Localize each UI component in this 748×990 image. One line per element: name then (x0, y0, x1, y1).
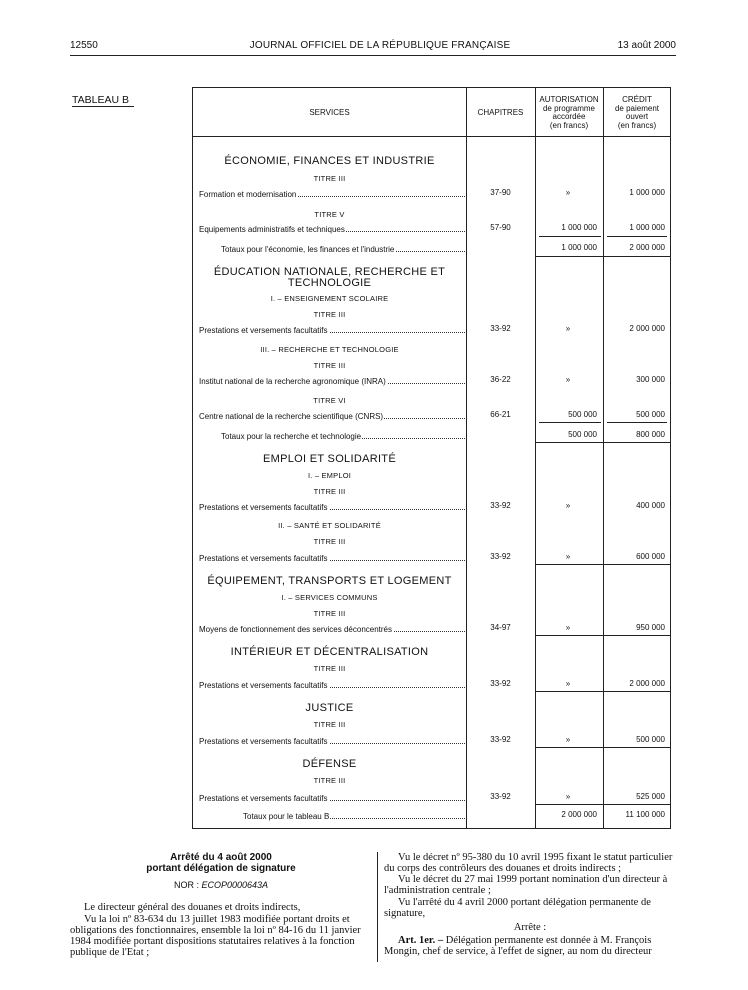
table-row (199, 326, 465, 335)
row-credit: 525 000 (636, 792, 665, 801)
row-autorisation: » (565, 375, 571, 384)
table-row (243, 812, 465, 821)
table-row (221, 245, 465, 254)
row-chapitre: 37-90 (490, 188, 511, 197)
header-rule (70, 55, 676, 56)
row-chapitre: 33-92 (490, 324, 511, 333)
journal-title: JOURNAL OFFICIEL DE LA RÉPUBLIQUE FRANÇAISE (249, 40, 511, 51)
section-divider (535, 747, 670, 748)
row-chapitre: 33-92 (490, 501, 511, 510)
section-title: TECHNOLOGIE (287, 277, 372, 289)
row-credit: 500 000 (636, 735, 665, 744)
row-label: Centre national de la recherche scientifique (CNRS) (199, 412, 384, 421)
table-row (199, 681, 465, 690)
row-chapitre: 36-22 (490, 375, 511, 384)
row-autorisation: 500 000 (568, 430, 597, 439)
row-credit: 1 000 000 (629, 223, 665, 232)
row-credit: 600 000 (636, 552, 665, 561)
row-label: Prestations et versements facultatifs (199, 503, 328, 512)
subtotal-rule (607, 422, 667, 423)
page-number: 12550 (70, 40, 98, 51)
row-label: Prestations et versements facultatifs (199, 737, 328, 746)
row-credit: 400 000 (636, 501, 665, 510)
subheading: TITRE III (313, 609, 346, 618)
subheading: I. – SERVICES COMMUNS (281, 593, 378, 602)
arrete-subtitle: portant délégation de signature (146, 863, 296, 874)
subheading: TITRE III (313, 310, 346, 319)
subheading: TITRE VI (313, 396, 346, 405)
subheading: TITRE III (313, 664, 346, 673)
column-divider (466, 88, 467, 828)
arrete-label: Arrête : (513, 922, 547, 933)
budget-table (192, 87, 671, 829)
col-header-line: ouvert (625, 112, 649, 121)
section-title: DÉFENSE (302, 758, 357, 770)
col-header-line: (en francs) (617, 120, 657, 130)
table-row (199, 225, 465, 234)
row-label: Prestations et versements facultatifs (199, 554, 328, 563)
section-title: EMPLOI ET SOLIDARITÉ (263, 453, 396, 465)
row-chapitre: 34-97 (490, 623, 511, 632)
col-header-credit (603, 96, 671, 130)
paragraph: signature, (384, 908, 426, 919)
row-credit: 800 000 (636, 430, 665, 439)
row-credit: 300 000 (636, 375, 665, 384)
paragraph: Vu le décret du 27 mai 1999 portant nomination d'un directeur à (398, 874, 668, 885)
table-row (199, 503, 465, 512)
article-text: Délégation permanente est donnée à M. François (445, 935, 652, 946)
row-chapitre: 33-92 (490, 679, 511, 688)
col-header-autorisation (535, 96, 603, 130)
subtotal-rule (539, 236, 601, 237)
row-label: Equipements administratifs et techniques (199, 225, 345, 234)
subheading: TITRE III (313, 537, 346, 546)
table-label: TABLEAU B (72, 94, 129, 106)
section-divider (535, 635, 670, 636)
row-autorisation: » (565, 188, 571, 197)
section-title: ÉDUCATION NATIONALE, RECHERCHE ET (213, 266, 446, 278)
row-chapitre: 57-90 (490, 223, 511, 232)
row-label: Institut national de la recherche agronomique (INRA) (199, 377, 386, 386)
header-divider (193, 136, 670, 137)
col-header-line: (en francs) (549, 120, 589, 130)
subheading: TITRE III (313, 720, 346, 729)
col-header-line: de programme (542, 103, 596, 113)
row-autorisation: 1 000 000 (561, 223, 597, 232)
paragraph: Vu le décret nº 95-380 du 10 avril 1995 fixant le statut particulier (398, 852, 673, 863)
row-label: Totaux pour l'économie, les finances et l'industrie (221, 245, 395, 254)
section-title: JUSTICE (305, 702, 354, 714)
table-row (221, 432, 465, 441)
column-separator (377, 852, 378, 962)
row-autorisation: 2 000 000 (561, 810, 597, 819)
arrete-title: Arrêté du 4 août 2000 (170, 852, 272, 863)
section-divider (535, 691, 670, 692)
section-divider (535, 564, 670, 565)
paragraph: Mongin, chef de service, à l'effet de signer, au nom du directeur (384, 946, 652, 957)
table-row (199, 190, 465, 199)
section-divider (535, 442, 670, 443)
row-credit: 1 000 000 (629, 188, 665, 197)
row-autorisation: » (565, 324, 571, 333)
nor-label: NOR : (173, 880, 199, 890)
table-row (199, 554, 465, 563)
row-autorisation: » (565, 792, 571, 801)
row-autorisation: » (565, 501, 571, 510)
row-label: Moyens de fonctionnement des services déconcentrés (199, 625, 392, 634)
col-header-line: de paiement (614, 103, 660, 113)
paragraph: Vu l'arrêté du 4 avril 2000 portant délégation permanente de (398, 897, 651, 908)
row-chapitre: 33-92 (490, 552, 511, 561)
col-header-services: SERVICES (309, 108, 350, 117)
subheading: TITRE III (313, 776, 346, 785)
row-credit: 500 000 (636, 410, 665, 419)
table-row (199, 412, 465, 421)
subheading: TITRE III (313, 487, 346, 496)
section-title: ÉCONOMIE, FINANCES ET INDUSTRIE (224, 155, 435, 167)
row-autorisation: 1 000 000 (561, 243, 597, 252)
paragraph: obligations des fonctionnaires, ensemble la loi nº 84-16 du 11 janvier (70, 925, 361, 936)
subtotal-rule (539, 422, 601, 423)
row-label: Totaux pour la recherche et technologie (221, 432, 362, 441)
subheading: TITRE V (314, 210, 345, 219)
paragraph: 1984 modifiée portant dispositions statutaires relatives à la fonction (70, 936, 355, 947)
table-label-underline (72, 106, 134, 107)
nor-reference (70, 880, 372, 891)
column-divider (603, 88, 604, 828)
paragraph: Le directeur général des douanes et droits indirects, (84, 902, 301, 913)
subheading: TITRE III (313, 174, 346, 183)
row-label: Prestations et versements facultatifs (199, 326, 328, 335)
table-row (199, 625, 465, 634)
subheading: II. – SANTÉ ET SOLIDARITÉ (278, 521, 381, 530)
row-label: Prestations et versements facultatifs (199, 794, 328, 803)
table-row (199, 794, 465, 803)
row-autorisation: » (565, 735, 571, 744)
col-header-line: AUTORISATION (539, 95, 599, 104)
row-chapitre: 66-21 (490, 410, 511, 419)
row-chapitre: 33-92 (490, 735, 511, 744)
section-divider (535, 804, 670, 805)
article-label: Art. 1er. – (398, 935, 444, 946)
section-divider (535, 256, 670, 257)
subheading: III. – RECHERCHE ET TECHNOLOGIE (260, 345, 399, 354)
row-autorisation: » (565, 623, 571, 632)
row-credit: 11 100 000 (625, 810, 665, 819)
table-row (199, 737, 465, 746)
row-credit: 950 000 (636, 623, 665, 632)
paragraph: publique de l'Etat ; (70, 947, 150, 958)
row-credit: 2 000 000 (629, 679, 665, 688)
subheading: TITRE III (313, 361, 346, 370)
row-label: Formation et modernisation (199, 190, 297, 199)
subheading: I. – ENSEIGNEMENT SCOLAIRE (270, 294, 389, 303)
column-divider (535, 88, 536, 828)
paragraph: Vu la loi nº 83-634 du 13 juillet 1983 modifiée portant droits et (84, 914, 350, 925)
subtotal-rule (607, 236, 667, 237)
section-title: ÉQUIPEMENT, TRANSPORTS ET LOGEMENT (207, 575, 452, 587)
row-autorisation: » (565, 679, 571, 688)
row-autorisation: 500 000 (568, 410, 597, 419)
row-autorisation: » (565, 552, 571, 561)
row-chapitre: 33-92 (490, 792, 511, 801)
article-1 (398, 935, 651, 946)
issue-date: 13 août 2000 (617, 40, 676, 51)
row-label: Totaux pour le tableau B (243, 812, 330, 821)
col-header-chapitres: CHAPITRES (477, 108, 524, 117)
row-credit: 2 000 000 (629, 243, 665, 252)
col-header-line: accordée (552, 112, 586, 121)
paragraph: l'administration centrale ; (384, 885, 491, 896)
paragraph: du corps des contrôleurs des douanes et droits indirects ; (384, 863, 622, 874)
row-label: Prestations et versements facultatifs (199, 681, 328, 690)
section-title: INTÉRIEUR ET DÉCENTRALISATION (230, 646, 429, 658)
row-credit: 2 000 000 (629, 324, 665, 333)
col-header-line: CRÉDIT (622, 95, 652, 104)
nor-code: ECOP0000643A (201, 880, 269, 890)
table-row (199, 377, 465, 386)
subheading: I. – EMPLOI (307, 471, 352, 480)
